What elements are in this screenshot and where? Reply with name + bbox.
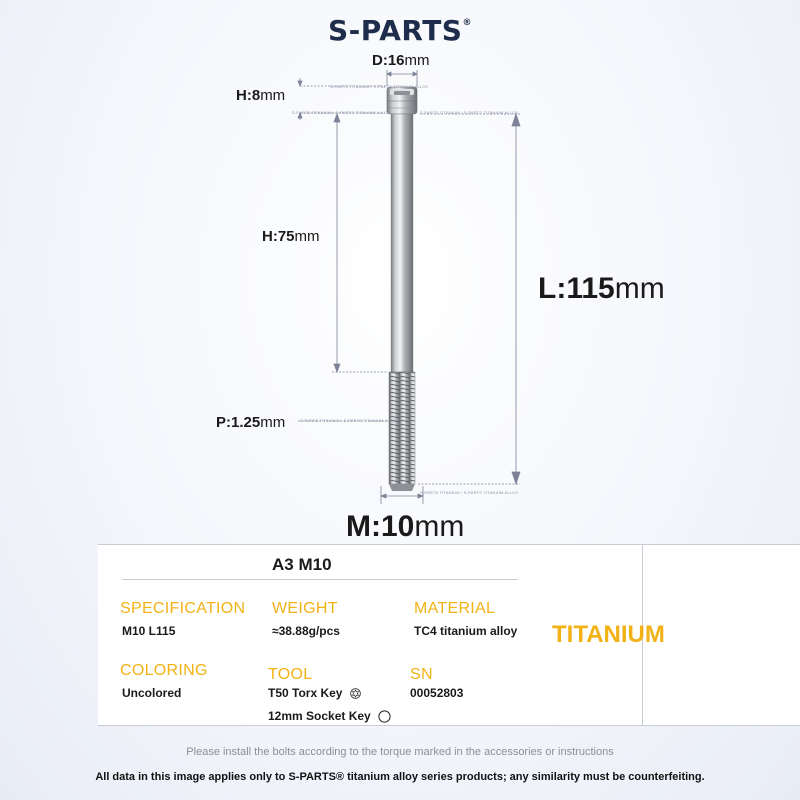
- tool-torx-text: T50 Torx Key: [268, 686, 343, 700]
- socket-icon: [378, 710, 391, 723]
- material-label: MATERIAL: [414, 600, 496, 617]
- h-head-dimension-label: H:8mm: [236, 87, 286, 104]
- tool-label: TOOL: [268, 666, 313, 683]
- disclaimer-note: All data in this image applies only to S-PARTS® titanium alloy series products; any similarity must be counterfeiting.: [95, 771, 705, 783]
- torx-icon: [350, 688, 361, 699]
- watermark-text: S-PARTS TITANIUM / S-PARTS TITANIUM ALLOY: [420, 490, 519, 495]
- brand-registered-mark: ®: [462, 18, 472, 28]
- tool-value-1: [268, 686, 361, 700]
- sn-label: SN: [410, 666, 433, 683]
- specification-value: M10 L115: [122, 624, 176, 638]
- install-note: Please install the bolts according to the torque marked in the accessories or instructions: [186, 746, 614, 758]
- spec-title: A3 M10: [272, 555, 332, 574]
- watermark-text: S-PARTS TITANIUM / S-PARTS TITANIUM ALLOY: [300, 418, 399, 423]
- bolt-head: [387, 87, 417, 114]
- bolt-thread: [389, 372, 415, 484]
- h-shank-dimension-line: [332, 114, 387, 372]
- bolt-tip: [389, 484, 415, 491]
- tool-socket-text: 12mm Socket Key: [268, 709, 371, 723]
- weight-value: ≈38.88g/pcs: [272, 624, 340, 638]
- watermark-text: S-PARTS TITANIUM / S-PARTS TITANIUM ALLOY: [292, 110, 391, 115]
- coloring-value: Uncolored: [122, 686, 182, 700]
- material-value: TC4 titanium alloy: [414, 624, 518, 638]
- sn-value: 00052803: [410, 686, 464, 700]
- spec-title-rule: [122, 579, 518, 580]
- h-shank-dimension-label: H:75mm: [262, 228, 320, 245]
- weight-label: WEIGHT: [272, 600, 338, 617]
- specification-label: SPECIFICATION: [120, 600, 246, 617]
- brand-name: S-PARTS: [328, 14, 463, 47]
- titanium-badge: TITANIUM: [552, 621, 665, 648]
- bolt-shank: [391, 114, 413, 372]
- d-dimension-label: D:16mm: [372, 52, 430, 69]
- length-dimension-label: L:115mm: [538, 272, 665, 305]
- tool-value-2: [268, 709, 391, 723]
- watermark-text: S-PARTS TITANIUM / S-PARTS TITANIUM ALLOY: [420, 110, 519, 115]
- m-dimension-label: M:10mm: [346, 510, 465, 543]
- pitch-dimension-label: P:1.25mm: [216, 414, 286, 431]
- spec-table: [98, 544, 800, 726]
- coloring-label: COLORING: [120, 662, 208, 679]
- l-dimension-line: [418, 114, 520, 484]
- watermark-text: S-PARTS TITANIUM / S-PARTS TITANIUM ALLOY: [330, 84, 429, 89]
